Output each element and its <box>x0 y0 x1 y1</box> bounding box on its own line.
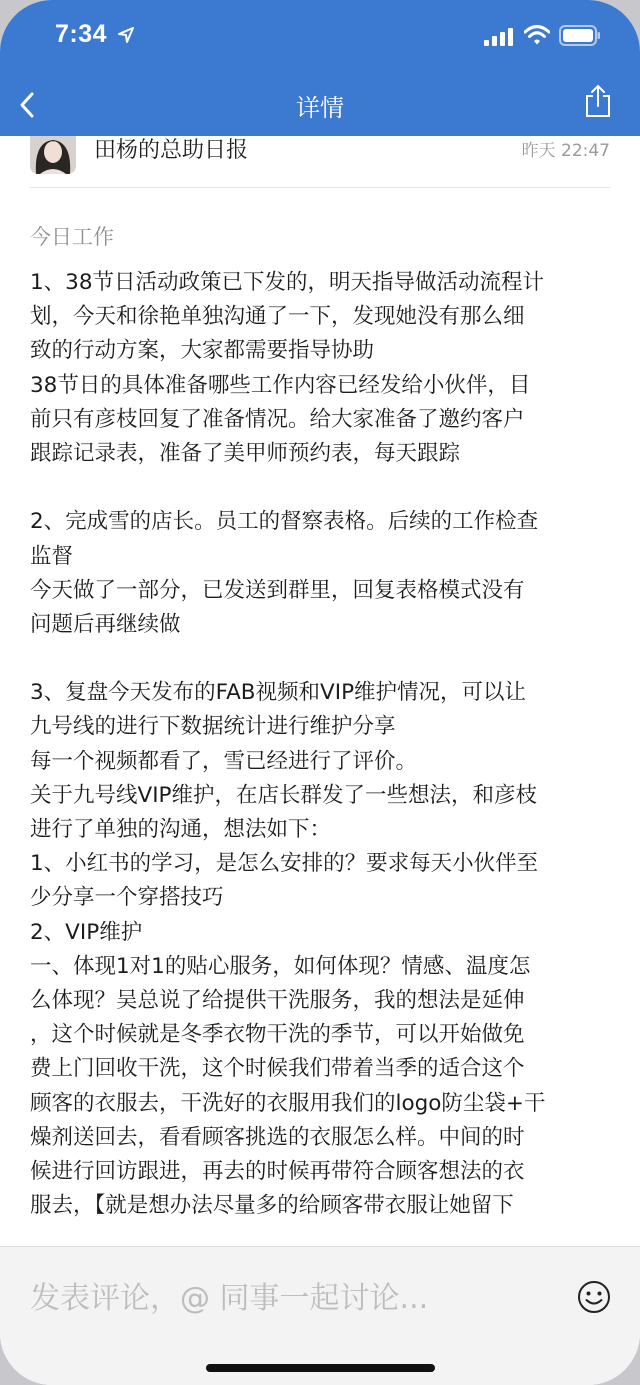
body-line: 监督 <box>30 543 74 569</box>
section-label: 今日工作 <box>30 225 114 249</box>
body-line: 九号线的进行下数据统计进行维护分享 <box>30 714 396 740</box>
body-line: 么体现？吴总说了给提供干洗服务，我的想法是延伸 <box>30 987 525 1013</box>
body-line: 候进行回访跟进，再去的时候再带符合顾客想法的衣 <box>30 1158 525 1184</box>
location-arrow-icon <box>117 26 135 44</box>
body-line: 每一个视频都看了，雪已经进行了评价。 <box>30 748 418 774</box>
body-line: 1、38节日活动政策已下发的，明天指导做活动流程计 <box>30 270 545 295</box>
status-bar <box>0 0 640 74</box>
emoji-icon[interactable] <box>577 1280 611 1314</box>
body-line: 2、VIP维护 <box>30 919 143 945</box>
paragraph-spacer <box>30 471 610 505</box>
app-header <box>0 0 640 136</box>
status-time: 7:34 <box>55 20 108 48</box>
wifi-icon <box>524 24 550 46</box>
body-line: 今天做了一部分，已发送到群里，回复表格模式没有 <box>30 577 525 603</box>
body-line: 一、体现1对1的贴心服务，如何体现？情感、温度怎 <box>30 953 531 979</box>
body-line: 划，今天和徐艳单独沟通了一下，发现她没有那么细 <box>30 304 525 330</box>
body-line: 关于九号线VIP维护，在店长群发了一些想法，和彦枝 <box>30 782 538 808</box>
body-line: 1、小红书的学习，是怎么安排的？要求每天小伙伴至 <box>30 851 539 877</box>
body-line: 2、完成雪的店长。员工的督察表格。后续的工作检查 <box>30 509 539 535</box>
battery-icon <box>559 25 601 46</box>
page-title: 详情 <box>296 94 344 122</box>
body-line: 问题后再继续做 <box>30 611 181 637</box>
avatar-photo-icon <box>30 136 76 174</box>
signal-icon <box>484 28 514 46</box>
body-line: 3、复盘今天发布的FAB视频和VIP维护情况，可以让 <box>30 680 527 706</box>
avatar[interactable] <box>30 136 76 174</box>
body-line: 燥剂送回去，看看顾客挑选的衣服怎么样。中间的时 <box>30 1124 525 1150</box>
body-line: 顾客的衣服去，干洗好的衣服用我们的logo防尘袋+干 <box>30 1090 546 1116</box>
body-line: 38节日的具体准备哪些工作内容已经发给小伙伴，目 <box>30 372 531 398</box>
body-line: 跟踪记录表，准备了美甲师预约表，每天跟踪 <box>30 440 461 466</box>
home-indicator <box>206 1364 435 1372</box>
post-header <box>30 136 610 188</box>
post-content <box>0 136 640 1246</box>
body-line: 致的行动方案，大家都需要指导协助 <box>30 338 375 364</box>
paragraph-spacer <box>30 642 610 676</box>
body-line: 进行了单独的沟通，想法如下： <box>30 817 332 842</box>
comment-input[interactable]: 发表评论，@ 同事一起讨论... <box>30 1281 429 1316</box>
nav-bar <box>0 76 640 134</box>
post-author[interactable]: 田杨的总助日报 <box>94 138 249 163</box>
body-line: 服去，【就是想办法尽量多的给顾客带衣服让她留下 <box>30 1193 514 1219</box>
body-line: ，这个时候就是冬季衣物干洗的季节，可以开始做免 <box>30 1022 525 1048</box>
body-line: 少分享一个穿搭技巧 <box>30 885 224 911</box>
body-line: 费上门回收干洗，这个时候我们带着当季的适合这个 <box>30 1056 525 1082</box>
body-line: 前只有彦枝回复了准备情况。给大家准备了邀约客户 <box>30 406 525 432</box>
share-icon[interactable] <box>584 84 612 118</box>
post-body <box>30 266 610 1223</box>
comment-bar <box>0 1246 640 1385</box>
post-timestamp: 昨天 22:47 <box>521 141 610 161</box>
